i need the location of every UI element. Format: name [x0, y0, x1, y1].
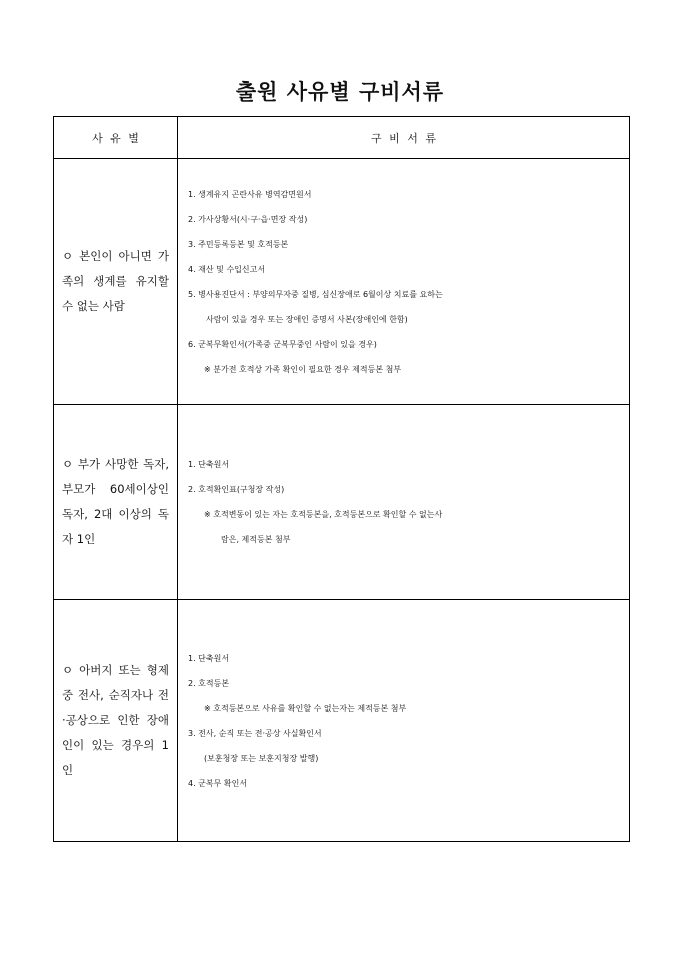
document-item: 6. 군복무확인서(가족중 군복무중인 사람이 있을 경우)	[188, 339, 377, 349]
document-item: 1. 단축원서	[188, 460, 230, 469]
header-documents: 구 비 서 류	[178, 117, 630, 159]
document-note-continuation: 람은, 제적등본 첨부	[221, 535, 291, 544]
requirements-table	[53, 116, 630, 842]
page-title: 출원 사유별 구비서류	[235, 79, 445, 104]
table-header-row	[54, 117, 630, 159]
document-note: ※ 호적등본으로 사유를 확인할 수 없는자는 제적등본 첨부	[204, 703, 407, 713]
document-item: 1. 생계유지 곤란사유 병역감면원서	[188, 189, 312, 199]
document-item: 2. 호적확인표(구청장 작성)	[188, 485, 285, 494]
document-item: 3. 주민등록등본 및 호적등본	[188, 239, 289, 249]
document-item-continuation: (보훈청장 또는 보훈지청장 발행)	[204, 753, 319, 763]
document-note: ※ 분가전 호적상 가족 확인이 필요한 경우 제적등본 첨부	[204, 364, 402, 374]
documents-cell	[178, 159, 630, 405]
document-item: 2. 호적등본	[188, 678, 230, 688]
documents-cell	[178, 405, 630, 600]
document-item: 1. 단축원서	[188, 653, 230, 663]
reason-cell: ㅇ 아버지 또는 형제중 전사, 순직자나 전·공상으로 인한 장애인이 있는 경우의 1인	[54, 600, 178, 842]
document-item: 3. 전사, 순직 또는 전·공상 사실확인서	[188, 728, 322, 738]
reason-cell: ㅇ 본인이 아니면 가족의 생계를 유지할 수 없는 사람	[54, 159, 178, 405]
document-note: ※ 호적변동이 있는 자는 호적등본을, 호적등본으로 확인할 수 없는사	[204, 510, 443, 519]
table-row	[54, 600, 630, 842]
document-item: 4. 군복무 확인서	[188, 778, 248, 788]
document-item: 5. 병사용진단서 : 부양의무자중 질병, 심신장애로 6월이상 치료를 요하는	[188, 289, 443, 299]
documents-cell	[178, 600, 630, 842]
header-reason: 사 유 별	[54, 117, 178, 159]
document-item: 2. 가사상황서(시·구·읍·면장 작성)	[188, 214, 308, 224]
table-row	[54, 405, 630, 600]
table-row	[54, 159, 630, 405]
document-item: 4. 재산 및 수입신고서	[188, 264, 266, 274]
reason-cell: ㅇ 부가 사망한 독자, 부모가 60세이상인 독자, 2대 이상의 독자 1인	[54, 405, 178, 600]
document-item-continuation: 사람이 있을 경우 또는 장애인 증명서 사본(장애인에 한함)	[206, 314, 408, 324]
